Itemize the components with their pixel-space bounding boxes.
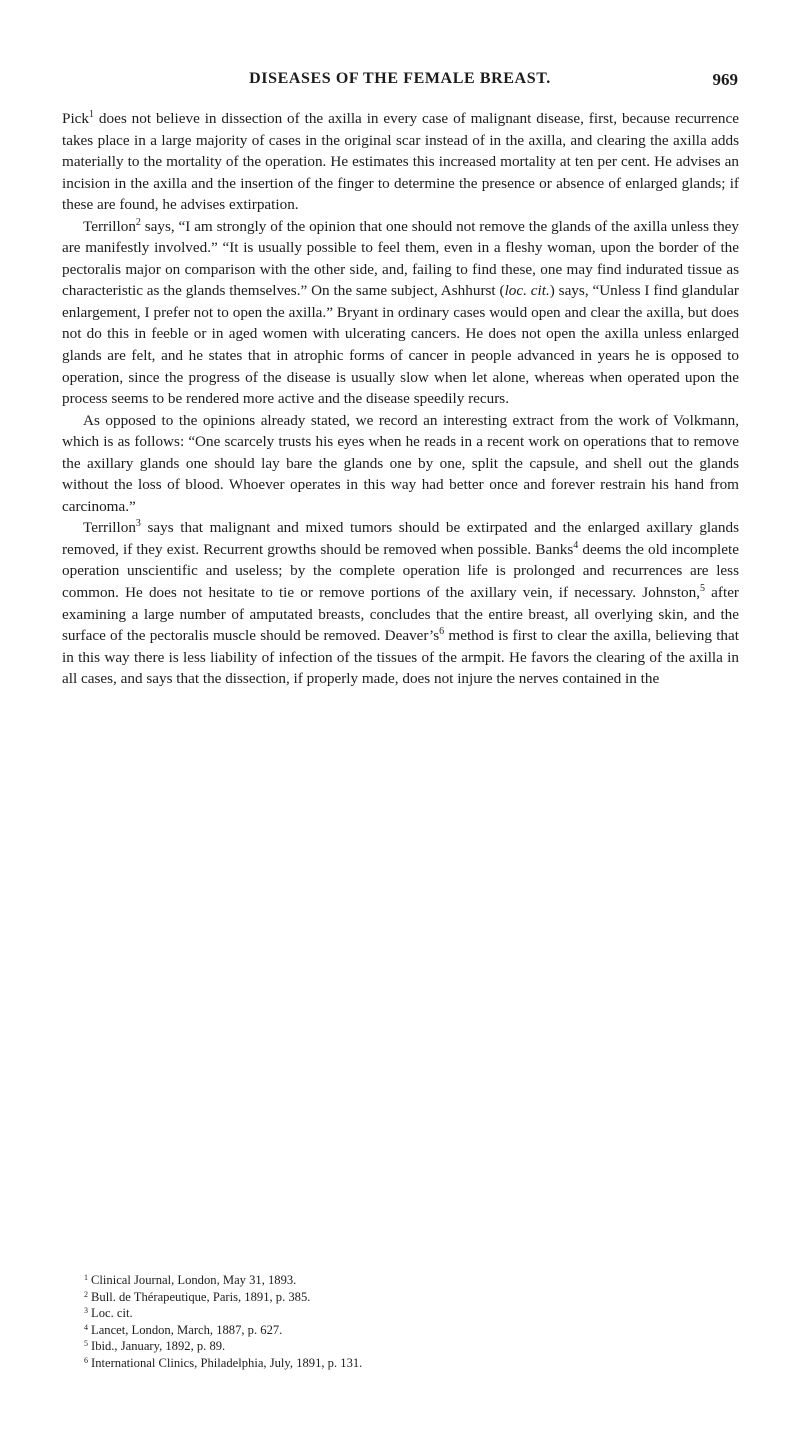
page-header xyxy=(0,70,800,94)
text-run: method is first to clear the axilla, believing that in this way there is less liability of infection of the tissues of the armpit. He favors the clearing of the axilla in all cases, and says that the dissection, if properly made, does not injure the nerves contained in the xyxy=(62,627,739,688)
running-head: DISEASES OF THE FEMALE BREAST. xyxy=(249,70,551,87)
footnote-text: Ibid., January, 1892, p. 89. xyxy=(91,1339,226,1354)
footnote-ref: 2 xyxy=(135,216,141,228)
paragraph xyxy=(62,108,739,216)
footnote-ref: 4 xyxy=(573,539,579,551)
footnote-number: 1 xyxy=(84,1273,88,1282)
paragraph xyxy=(62,216,739,410)
footnotes xyxy=(62,1272,739,1372)
footnote xyxy=(62,1289,739,1306)
footnote-ref: 6 xyxy=(439,626,445,638)
footnote xyxy=(62,1272,739,1289)
footnote xyxy=(62,1322,739,1339)
footnote-text: Loc. cit. xyxy=(91,1306,133,1321)
text-run: As opposed to the opinions already stated, we record an interesting extract from the work of Volkmann, which is as follows: “One scarcely trusts his eyes when he reads in a recent work on operations that to remove the axillary glands one should lay bare the glands one by one, split the capsule, and shell out the glands without the loss of blood. Whoever operates in this way had better once and forever restrain his hand from carcinoma.” xyxy=(62,411,739,515)
footnote-number: 2 xyxy=(84,1289,88,1299)
paragraph xyxy=(62,517,739,689)
italic-text: loc. cit. xyxy=(504,282,550,300)
footnote xyxy=(62,1355,739,1372)
text-run: Terrillon xyxy=(83,217,136,235)
page-number: 969 xyxy=(712,70,738,89)
body-text xyxy=(62,108,739,690)
text-run: Pick xyxy=(62,110,90,127)
text-run: says, “I am strongly of the opinion that one should not remove the glands of the axilla unless they are manifestly involved.” “It is usually possible to feel them, even in a fleshy woman, upon the border of the pectoralis major on comparison with the other side, and, failing to find these, one may find indurated tissue as characteristic as the glands themselves.” On the same subject, Ashhurst ( xyxy=(62,217,739,300)
text-run: Terrillon xyxy=(83,519,136,537)
text-run: after examining a large number of amputated breasts, concludes that the entire breast, all overlying skin, and the surface of the pectoralis muscle should be removed. Deaver’s xyxy=(62,584,739,645)
footnote-number: 6 xyxy=(84,1355,88,1365)
footnote-text: Clinical Journal, London, May 31, 1893. xyxy=(91,1273,297,1287)
footnote xyxy=(62,1338,739,1355)
text-run: says that malignant and mixed tumors should be extirpated and the enlarged axillary glands removed, if they exist. Recurrent growths should be removed when possible. Banks xyxy=(62,519,739,558)
paragraph xyxy=(62,410,739,518)
footnote-text: International Clinics, Philadelphia, July, 1891, p. 131. xyxy=(91,1355,363,1370)
footnote-ref: 5 xyxy=(700,583,706,595)
footnote-text: Lancet, London, March, 1887, p. 627. xyxy=(91,1322,283,1337)
footnote-ref: 3 xyxy=(135,518,141,530)
text-run: does not believe in dissection of the axilla in every case of malignant disease, first, because recurrence takes place in a large majority of cases in the original scar instead of in the axilla, and clearing the axilla adds materially to the mortality of the operation. He estimates this increased mortality at ten per cent. He advises an incision in the axilla and the insertion of the finger to determine the presence or absence of enlarged glands; if these are found, he advises extirpation. xyxy=(62,110,739,214)
footnote-ref: 1 xyxy=(89,109,95,120)
footnote-number: 5 xyxy=(84,1339,88,1349)
footnote xyxy=(62,1305,739,1322)
text-run: deems the old incomplete operation unscientific and useless; by the complete operation life is prolonged and recurrences are less common. He does not hesitate to tie or remove portions of the axillary vein, if necessary. Johnston, xyxy=(62,540,739,602)
text-run: ) says, “Unless I find glandular enlargement, I prefer not to open the axilla.” Bryant in ordinary cases would open and clear the axilla, but does not do this in feeble or in aged women with ulcerating cancers. He does not open the axilla unless enlarged glands are felt, and he states that in atrophic forms of cancer in people advanced in years he is opposed to operation, since the progress of the disease is usually slow when let alone, whereas when operated upon the process seems to be rendered more active and the disease speedily recurs. xyxy=(62,282,739,408)
footnote-text: Bull. de Thérapeutique, Paris, 1891, p. 385. xyxy=(91,1289,311,1304)
footnote-number: 3 xyxy=(84,1306,88,1316)
footnote-number: 4 xyxy=(84,1322,88,1332)
